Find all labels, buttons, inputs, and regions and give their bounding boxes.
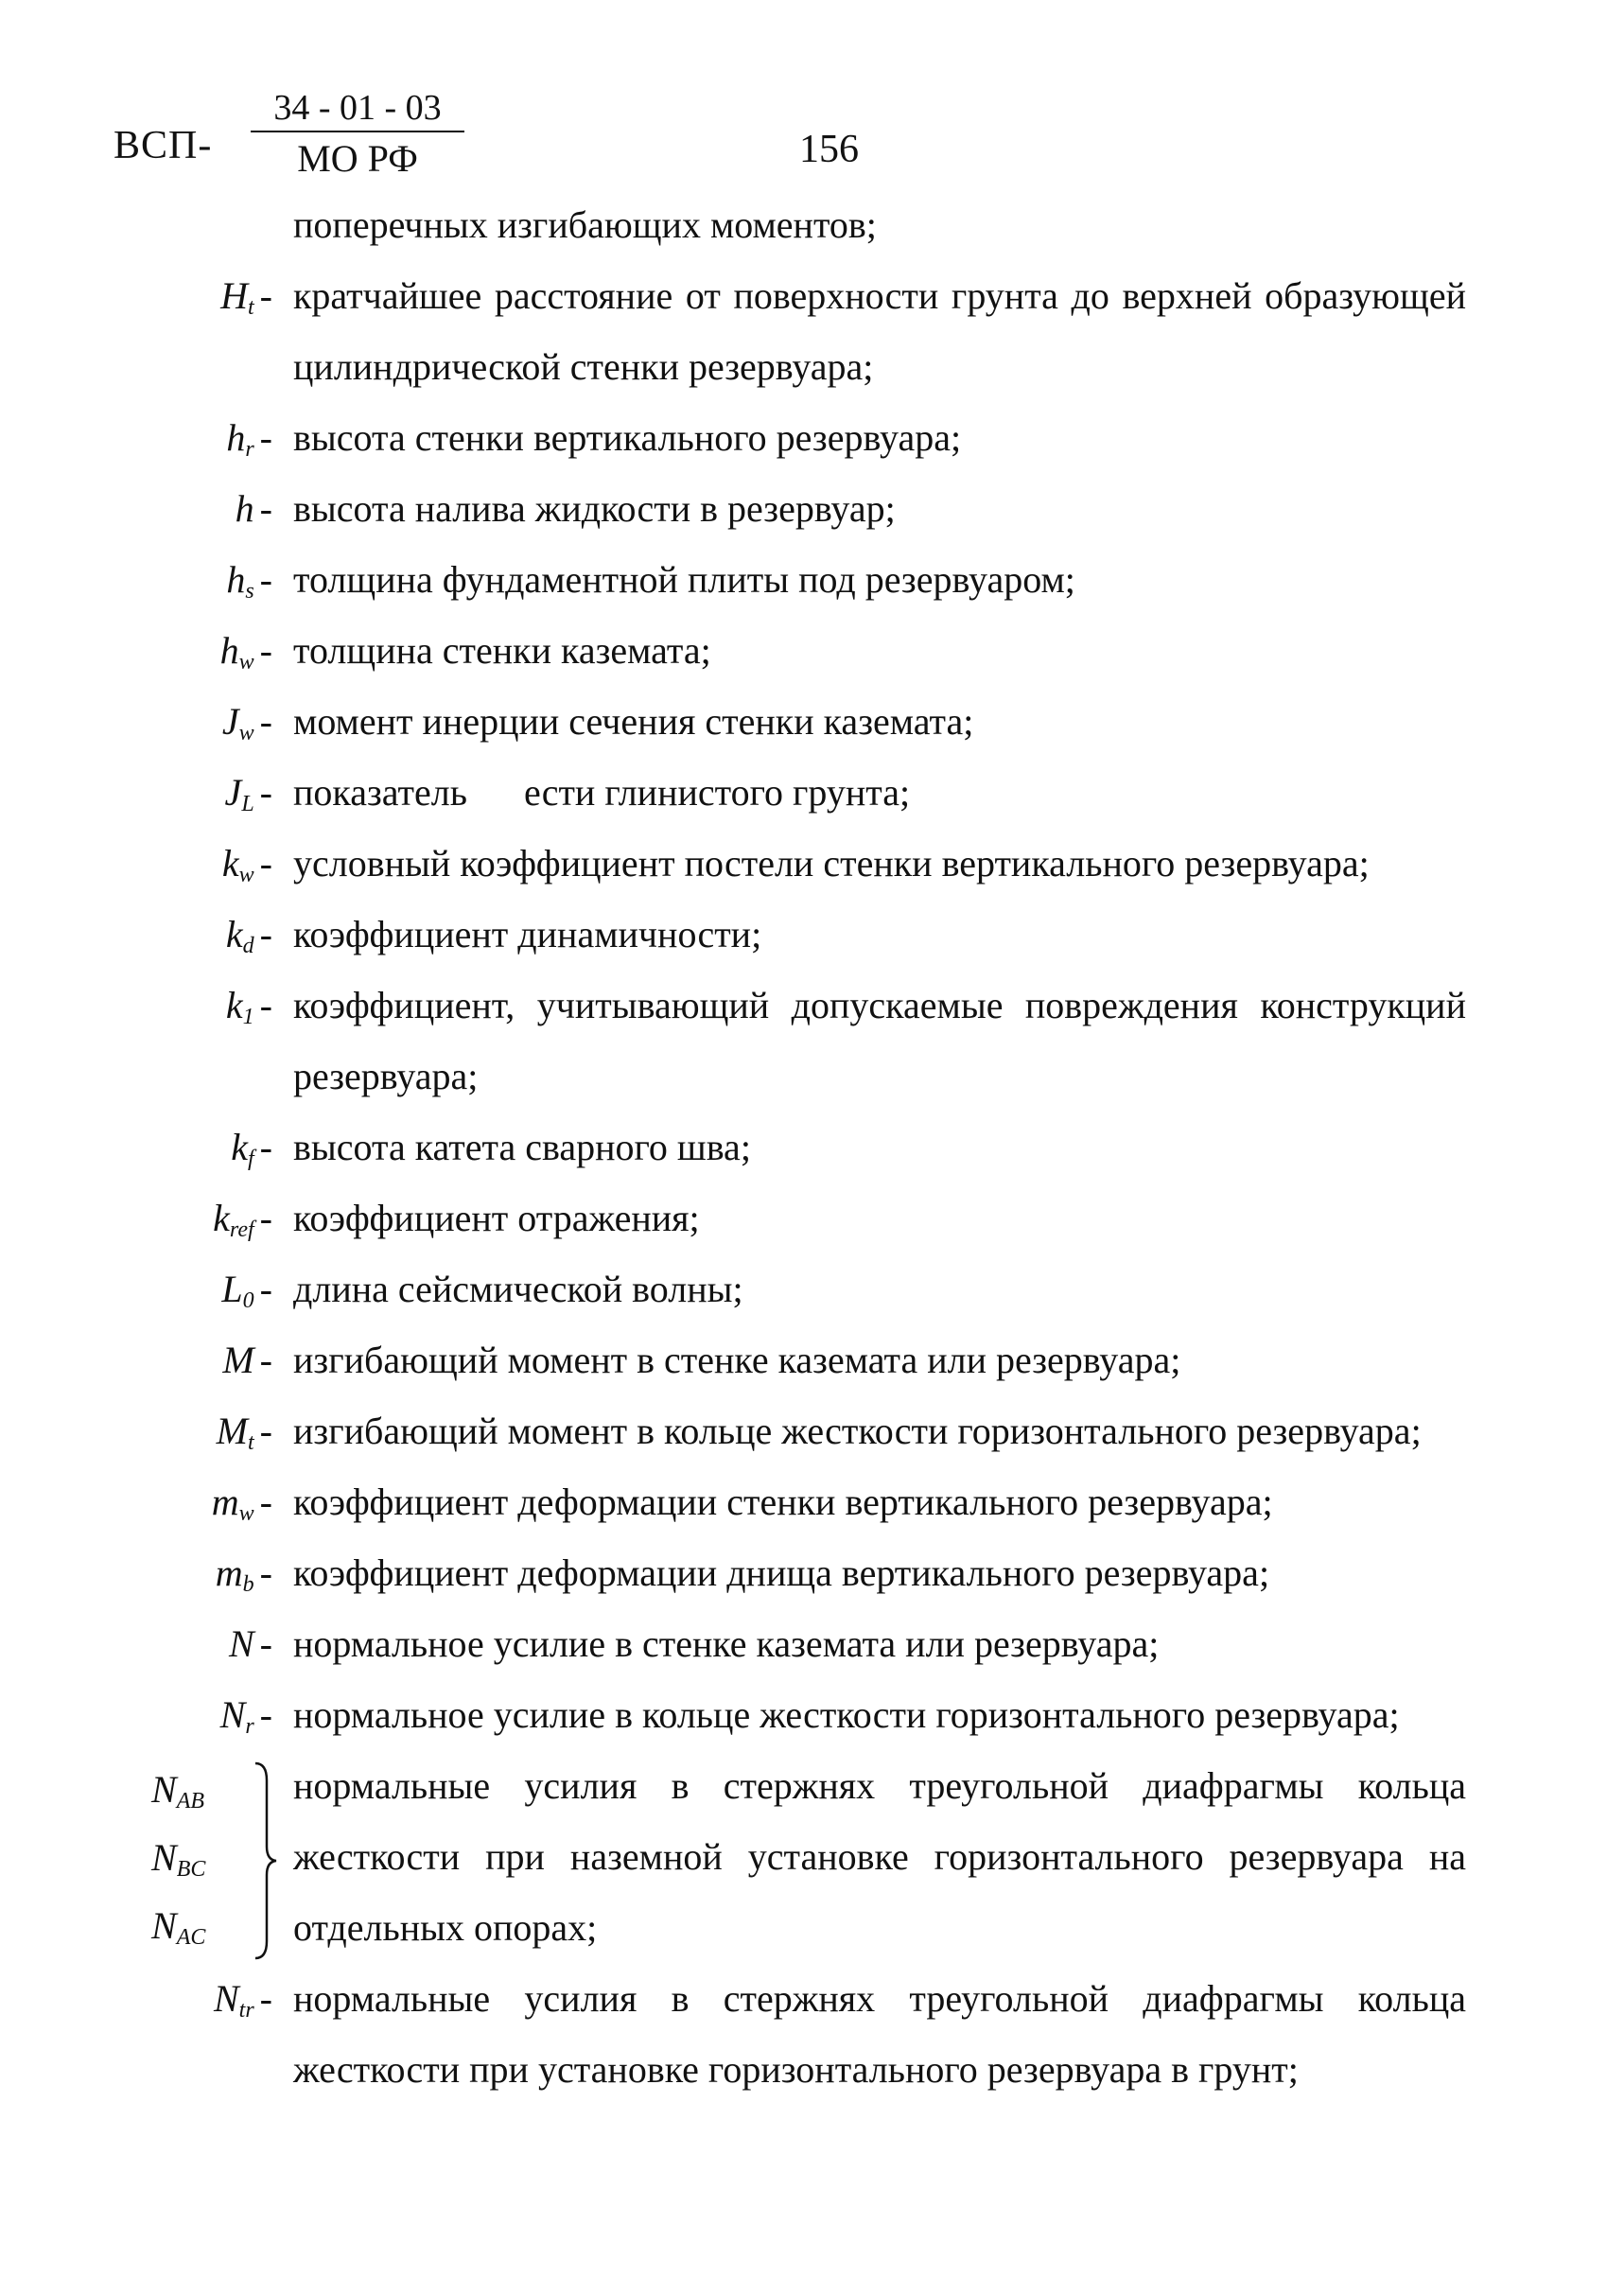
- entry-symbol: $M_t$ -: [216, 1410, 272, 1455]
- notation-entry: [0, 1537, 1624, 1608]
- entry-description: высота стенки вертикального резервуара;: [293, 416, 962, 459]
- entry-description: нормальные усилия в стержнях треугольной диафрагмы кольца жесткости при наземной установке горизонтального резервуара на отдельных опорах;: [293, 1764, 1466, 1949]
- notation-entry: [0, 1183, 1624, 1253]
- entry-description: толщина стенки каземата;: [293, 629, 711, 672]
- continuation-line: [0, 189, 1624, 260]
- notation-entry: [0, 1253, 1624, 1324]
- entry-symbol: $h_w$ -: [219, 629, 272, 674]
- entry-symbol: M -: [222, 1339, 272, 1381]
- entry-description: высота налива жидкости в резервуар;: [293, 487, 896, 530]
- entry-description: нормальное усилие в стенке каземата или резервуара;: [293, 1622, 1160, 1665]
- document-code: [114, 87, 511, 201]
- entry-symbol: N -: [228, 1622, 272, 1665]
- entry-symbol: $H_t$ -: [220, 274, 272, 320]
- entry-symbol: $N_{AB}$: [151, 1768, 205, 1813]
- entry-description: нормальные усилия в стержнях треугольной диафрагмы кольца жесткости при установке горизонтального резервуара в грунт;: [293, 1977, 1466, 2091]
- grouped-symbols: [151, 1756, 255, 1960]
- notation-entry: [0, 1324, 1624, 1395]
- notation-entry: [0, 1963, 1624, 2105]
- document-code-fraction: [206, 87, 509, 182]
- page-number: 156: [799, 128, 859, 171]
- entry-symbol: $k_{ref}$ -: [213, 1197, 272, 1242]
- entry-description: высота катета сварного шва;: [293, 1126, 751, 1168]
- entry-description: момент инерции сечения стенки каземата;: [293, 700, 974, 743]
- entry-description: изгибающий момент в стенке каземата или резервуара;: [293, 1339, 1181, 1381]
- notation-entry: [0, 686, 1624, 757]
- notation-list: [0, 189, 1624, 2105]
- entry-description: коэффициент отражения;: [293, 1197, 700, 1239]
- entry-symbol: $N_{BC}$: [151, 1836, 206, 1882]
- entry-description: поперечных изгибающих моментов;: [293, 203, 877, 246]
- notation-entry: [0, 1679, 1624, 1750]
- notation-entry: [0, 1112, 1624, 1183]
- entry-symbol: $N_{AC}$: [151, 1904, 206, 1950]
- notation-entry: [0, 615, 1624, 686]
- entry-description: изгибающий момент в кольце жесткости горизонтального резервуара;: [293, 1410, 1422, 1452]
- entry-symbol: $h_s$ -: [226, 558, 272, 604]
- grouped-notation-entry: [0, 1750, 1624, 1963]
- notation-entry: [0, 1466, 1624, 1537]
- notation-entry: [0, 544, 1624, 615]
- entry-description: нормальное усилие в кольце жесткости горизонтального резервуара;: [293, 1693, 1400, 1736]
- entry-description: коэффициент динамичности;: [293, 913, 762, 955]
- document-code-denominator: МО РФ: [297, 137, 418, 180]
- notation-entry: [0, 1395, 1624, 1466]
- entry-symbol: $L_0$ -: [221, 1268, 272, 1313]
- notation-entry: [0, 970, 1624, 1112]
- entry-symbol: $k_1$ -: [225, 984, 272, 1029]
- entry-symbol: $J_w$ -: [221, 700, 272, 745]
- notation-entry: [0, 828, 1624, 899]
- notation-entry: [0, 1608, 1624, 1679]
- entry-symbol: $N_r$ -: [219, 1693, 272, 1739]
- notation-entry: [0, 402, 1624, 473]
- entry-description: толщина фундаментной плиты под резервуаром;: [293, 558, 1075, 601]
- entry-symbol: $J_L$ -: [224, 771, 272, 816]
- entry-description: коэффициент деформации днища вертикального резервуара;: [293, 1551, 1270, 1594]
- entry-symbol: $m_b$ -: [215, 1551, 272, 1597]
- right-brace: [253, 1761, 278, 1960]
- entry-symbol: $k_f$ -: [231, 1126, 272, 1171]
- notation-entry: [0, 473, 1624, 544]
- notation-entry: [0, 899, 1624, 970]
- entry-description: показатель ести глинистого грунта;: [293, 771, 911, 814]
- entry-symbol: h -: [235, 487, 272, 530]
- notation-entry: [0, 260, 1624, 402]
- document-code-prefix: ВСП-: [114, 124, 213, 167]
- entry-description: коэффициент, учитывающий допускаемые повреждения конструкций резервуара;: [293, 984, 1466, 1097]
- entry-description: коэффициент деформации стенки вертикального резервуара;: [293, 1480, 1273, 1523]
- document-code-numerator: 34 - 01 - 03: [251, 87, 463, 132]
- entry-symbol: $h_r$ -: [226, 416, 272, 462]
- entry-description: кратчайшее расстояние от поверхности грунта до верхней образующей цилиндрической стенки резервуара;: [293, 274, 1466, 388]
- entry-symbol: $k_w$ -: [221, 842, 272, 887]
- entry-description: длина сейсмической волны;: [293, 1268, 743, 1310]
- entry-symbol: $k_d$ -: [225, 913, 272, 958]
- entry-description: условный коэффициент постели стенки вертикального резервуара;: [293, 842, 1370, 885]
- notation-entry: [0, 757, 1624, 828]
- entry-symbol: $N_{tr}$ -: [213, 1977, 272, 2023]
- entry-symbol: $m_w$ -: [211, 1480, 272, 1526]
